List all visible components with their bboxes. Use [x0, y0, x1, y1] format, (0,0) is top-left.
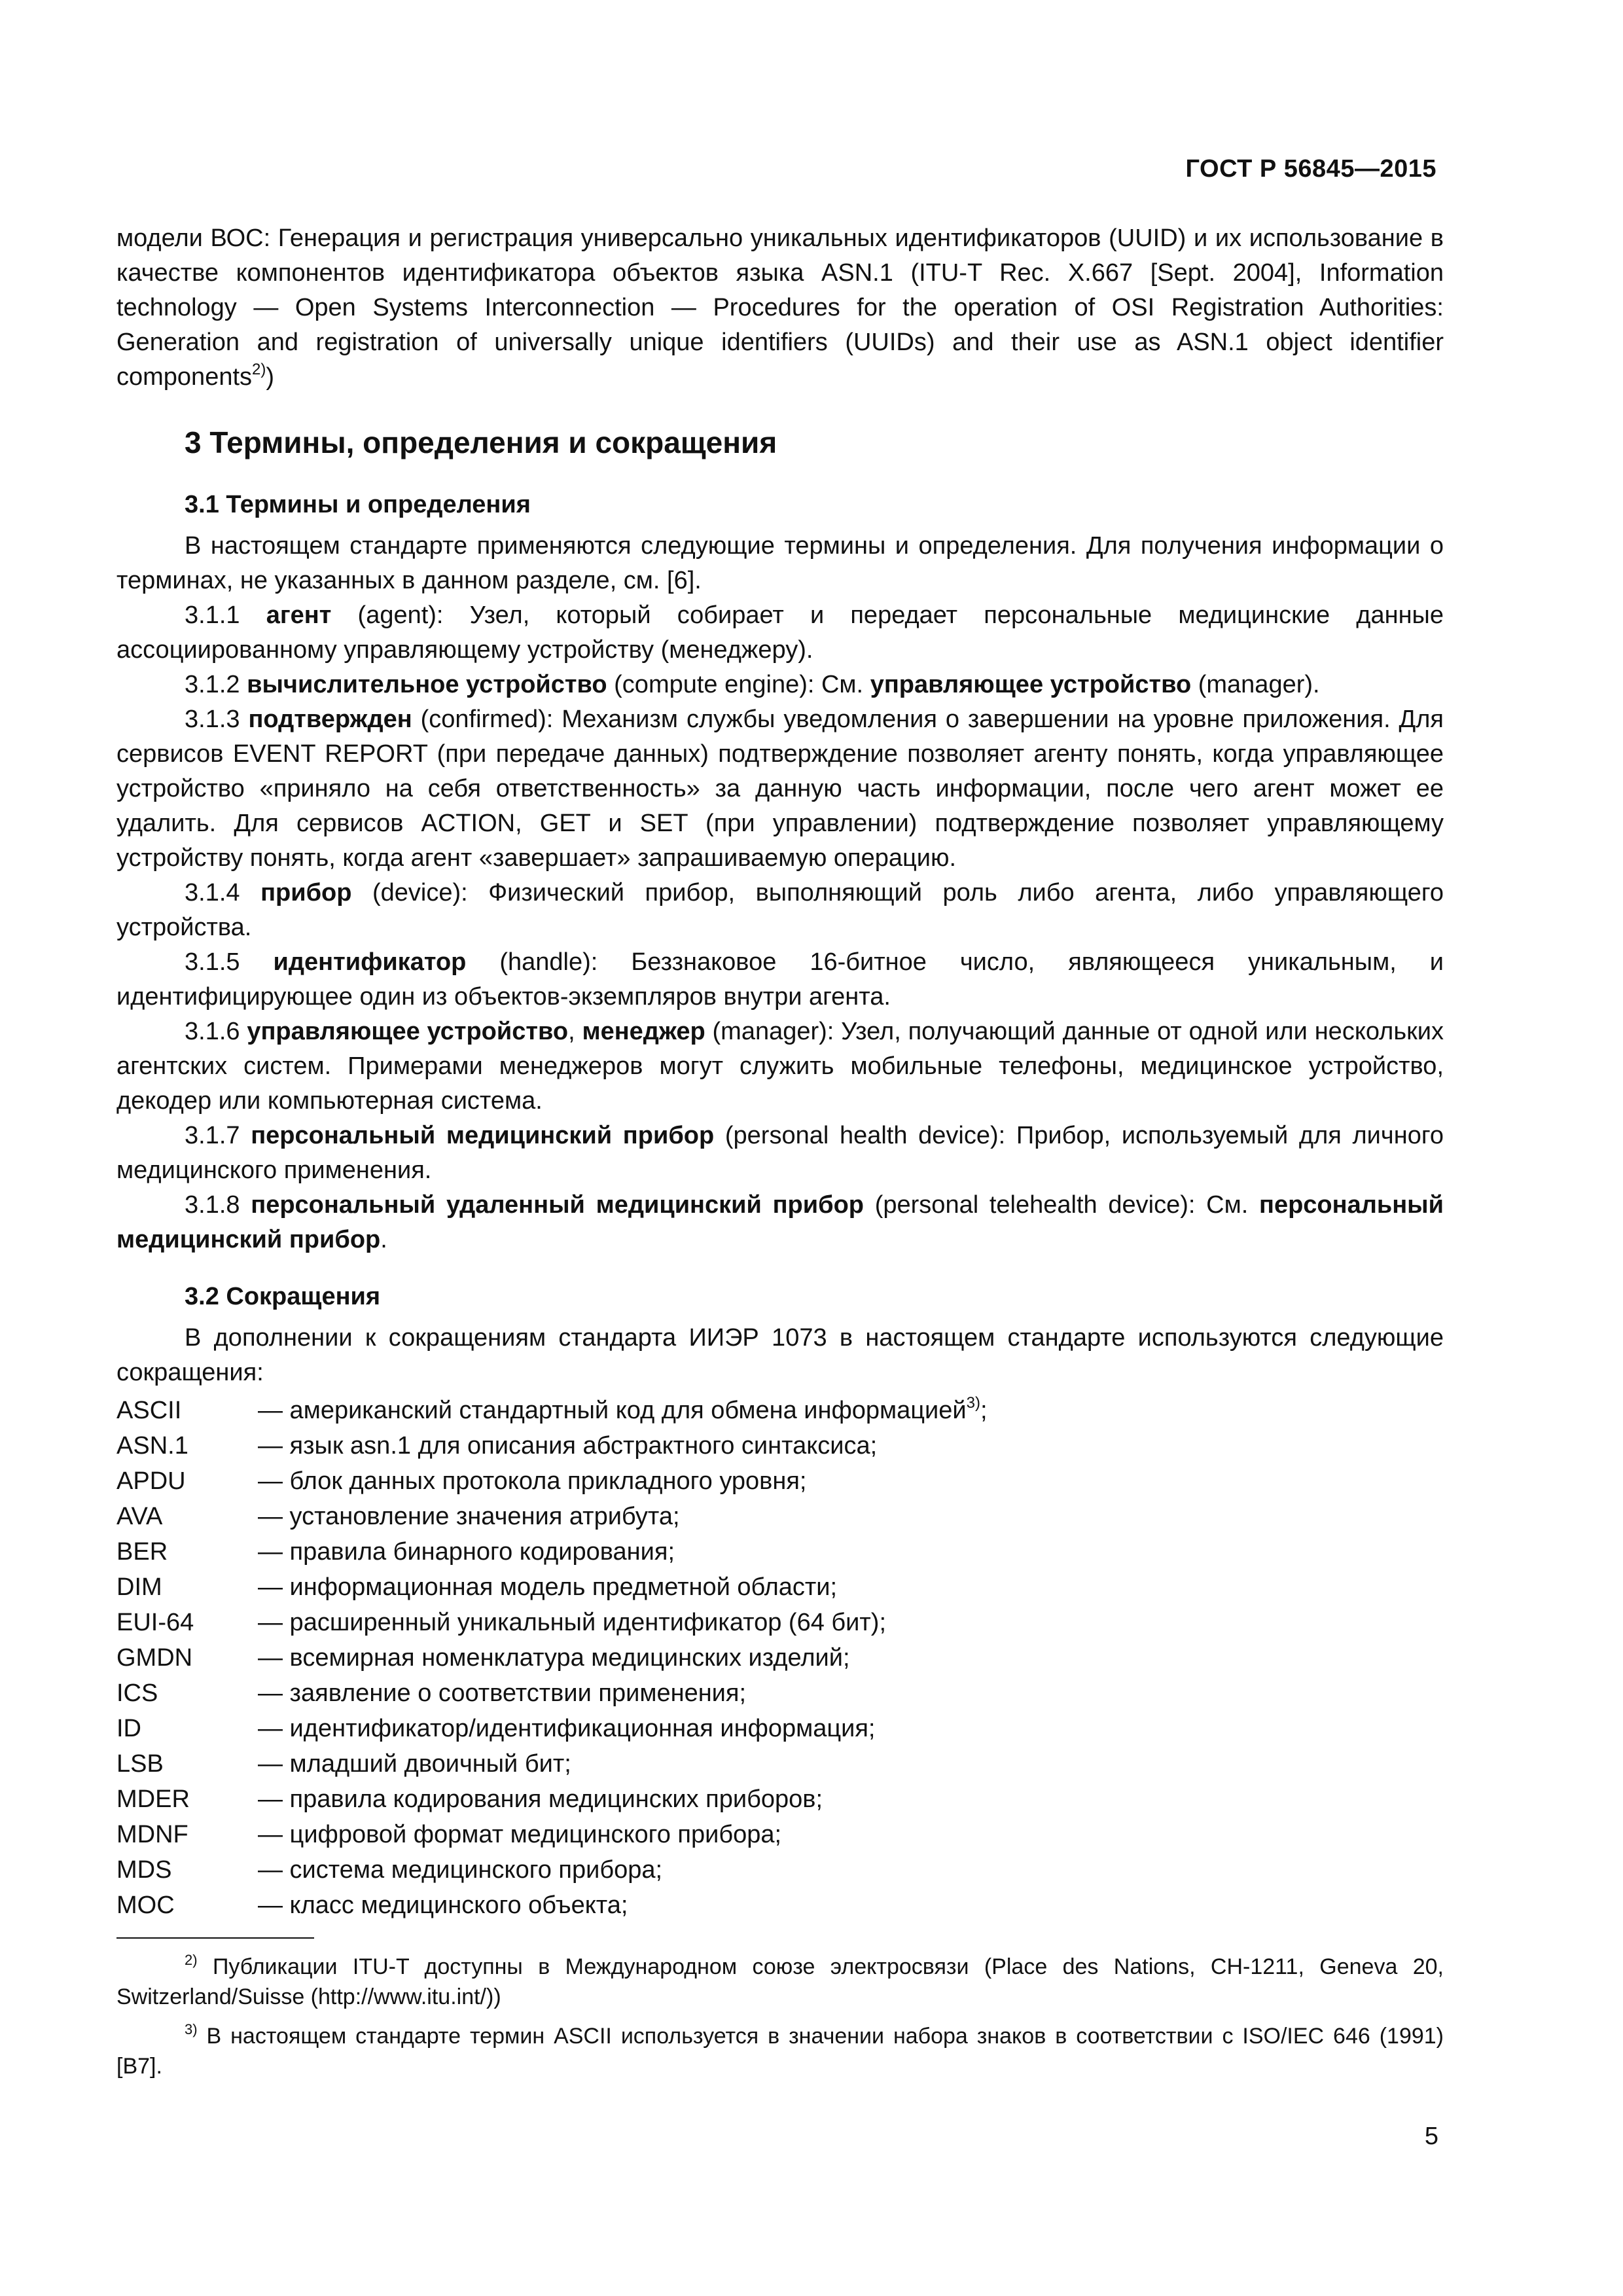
abbreviation-definition [258, 1393, 1444, 1428]
abbreviation-definition: — правила бинарного кодирования; [258, 1538, 675, 1566]
term-number: 3.1.8 [185, 1191, 240, 1219]
abbreviation: APDU [116, 1467, 186, 1495]
term-reference: персональный медицинский прибор [116, 1191, 1444, 1253]
abbreviation-row [116, 1570, 1444, 1605]
term-english: (device): [351, 879, 489, 906]
term-english: (confirmed): [412, 706, 562, 733]
term-separator: , [568, 1018, 582, 1045]
term-english: (personal telehealth device): См. [864, 1191, 1259, 1219]
intro-paragraph [116, 221, 1444, 395]
term-number: 3.1.5 [185, 948, 240, 976]
term-definition: Прибор, используемый для личного медицинского применения. [116, 1122, 1444, 1184]
term-name: управляющее устройство [247, 1018, 569, 1045]
term-3-1-1 [116, 598, 1444, 668]
abbreviation-definition: — цифровой формат медицинского прибора; [258, 1821, 782, 1848]
abbreviation-definition: — младший двоичный бит; [258, 1750, 571, 1778]
abbreviation-definition: — всемирная номенклатура медицинских изделий; [258, 1644, 850, 1672]
abbreviation-row [116, 1499, 1444, 1534]
abbreviation-row [116, 1782, 1444, 1817]
term-definition: Узел, который собирает и передает персональные медицинские данные ассоциированному управляющему устройству (менеджеру). [116, 601, 1444, 664]
term-number: 3.1.6 [185, 1018, 240, 1045]
term-number: 3.1.7 [185, 1122, 240, 1149]
abbreviation-row [116, 1888, 1444, 1923]
abbreviation: MDS [116, 1856, 172, 1884]
abbreviation: MDNF [116, 1821, 188, 1848]
abbreviation-definition: — блок данных протокола прикладного уровня; [258, 1467, 807, 1495]
term-3-1-6 [116, 1014, 1444, 1119]
term-definition: . [380, 1226, 387, 1253]
term-name: идентификатор [273, 948, 467, 976]
term-definition: Узел, получающий данные от одной или нескольких агентских систем. Примерами менеджеров могут служить мобильные телефоны, медицинское устройство, декодер или компьютерная система. [116, 1018, 1444, 1115]
term-english: (compute engine): См. [607, 671, 870, 698]
term-english: (agent): [331, 601, 470, 629]
term-definition: Механизм службы уведомления о завершении на уровне приложения. Для сервисов EVENT REPORT (при передаче данных) подтверждение позволяет агенту понять, когда управляющее устройство «приняло на себя ответственность» за данную часть информации, после чего агент может ее удалить. Для сервисов ACTION, GET и SET (при управлении) подтверждение позволяет управляющему устройству понять, когда агент «завершает» запрашиваемую операцию. [116, 706, 1444, 872]
footnote-text: В настоящем стандарте термин ASCII используется в значении набора знаков в соответствии с ISO/IEC 646 (1991) [B7]. [116, 2024, 1444, 2079]
abbreviation: AVA [116, 1503, 163, 1530]
abbreviation: ID [116, 1715, 141, 1742]
footnote-ref-3[interactable]: 3) [966, 1394, 980, 1412]
term-english: (handle): [466, 948, 632, 976]
abbreviation-definition-text: — американский стандартный код для обмена информацией [258, 1397, 967, 1424]
term-definition: Беззнаковое 16-битное число, являющееся уникальным, и идентифицирующее один из объектов-экземпляров внутри агента. [116, 948, 1444, 1011]
term-name: персональный удаленный медицинский прибор [251, 1191, 865, 1219]
abbreviation-row [116, 1817, 1444, 1852]
abbreviation-row [116, 1605, 1444, 1640]
abbreviation: BER [116, 1538, 168, 1566]
abbreviation: DIM [116, 1573, 162, 1601]
footnote-text: Публикации ITU-T доступны в Международном союзе электросвязи (Place des Nations, CH-1211, Geneva 20, Switzerland/Suisse (http://www.itu.int/)) [116, 1954, 1444, 2009]
term-3-1-7 [116, 1119, 1444, 1188]
section-3-1-intro: В настоящем стандарте применяются следующие термины и определения. Для получения информации о терминах, не указанных в данном разделе, см. [6]. [116, 532, 1444, 594]
footnote-ref-2[interactable]: 2) [252, 361, 266, 378]
term-name: подтвержден [248, 706, 412, 733]
term-reference: управляющее устройство [870, 671, 1192, 698]
term-3-1-3 [116, 702, 1444, 876]
term-name: вычислительное устройство [247, 671, 607, 698]
term-number: 3.1.3 [185, 706, 240, 733]
term-3-1-5 [116, 945, 1444, 1014]
term-name-alt: менеджер [582, 1018, 705, 1045]
abbreviation-row [116, 1852, 1444, 1888]
abbreviation-row [116, 1746, 1444, 1782]
abbreviation-definition: — установление значения атрибута; [258, 1503, 680, 1530]
term-english: (personal health device): [714, 1122, 1016, 1149]
term-name: прибор [260, 879, 352, 906]
abbreviation-row [116, 1676, 1444, 1711]
abbreviation: MDER [116, 1785, 190, 1813]
section-3-1-title: 3.1 Термины и определения [185, 491, 531, 518]
abbreviation-definition: — язык asn.1 для описания абстрактного синтаксиса; [258, 1432, 878, 1460]
footnote-mark: 2) [185, 1952, 198, 1968]
section-3-2-title: 3.2 Сокращения [185, 1283, 381, 1310]
term-number: 3.1.2 [185, 671, 240, 698]
term-3-1-8 [116, 1188, 1444, 1257]
footnote-divider [116, 1937, 314, 1939]
term-3-1-4 [116, 876, 1444, 945]
abbreviation: MOC [116, 1892, 175, 1919]
term-number: 3.1.1 [185, 601, 240, 629]
section-3-title: 3 Термины, определения и сокращения [185, 425, 777, 459]
footnote-mark: 3) [185, 2021, 198, 2037]
abbreviation-row [116, 1640, 1444, 1676]
term-name: агент [266, 601, 332, 629]
abbreviation-definition: — расширенный уникальный идентификатор (64 бит); [258, 1609, 887, 1636]
intro-tail: ) [266, 363, 275, 391]
abbreviation-list [116, 1393, 1444, 1923]
page-number: 5 [1424, 2123, 1438, 2150]
term-definition: (manager). [1191, 671, 1320, 698]
abbreviation-definition: — заявление о соответствии применения; [258, 1679, 747, 1707]
abbreviation: EUI-64 [116, 1609, 194, 1636]
abbreviation-definition: — класс медицинского объекта; [258, 1892, 628, 1919]
abbreviation-definition-tail: ; [980, 1397, 988, 1424]
abbreviation: ICS [116, 1679, 158, 1707]
abbreviation-definition: — система медицинского прибора; [258, 1856, 663, 1884]
intro-text: модели ВОС: Генерация и регистрация универсально уникальных идентификаторов (UUID) и их использование в качестве компонентов идентификатора объектов языка ASN.1 (ITU-T Rec. X.667 [Sept. 2004], Information technology — Open Systems Interconnection — Procedures for the operation of OSI Registration Authorities: Generation and registration of universally unique identifiers (UUIDs) and their use as ASN.1 object identifier components [116, 224, 1444, 391]
section-3-2-intro: В дополнении к сокращениям стандарта ИИЭР 1073 в настоящем стандарте используются следующие сокращения: [116, 1324, 1444, 1386]
abbreviation: LSB [116, 1750, 164, 1778]
document-header: ГОСТ Р 56845—2015 [1185, 155, 1436, 183]
abbreviation-row [116, 1428, 1444, 1463]
abbreviation-row [116, 1463, 1444, 1499]
footnote-2 [116, 1952, 1444, 2012]
abbreviation-row [116, 1534, 1444, 1570]
abbreviation-definition: — правила кодирования медицинских приборов; [258, 1785, 823, 1813]
abbreviation: ASN.1 [116, 1432, 188, 1460]
abbreviation: ASCII [116, 1397, 182, 1424]
term-definition: Физический прибор, выполняющий роль либо агента, либо управляющего устройства. [116, 879, 1444, 941]
term-number: 3.1.4 [185, 879, 240, 906]
footnote-3 [116, 2021, 1444, 2081]
abbreviation: GMDN [116, 1644, 193, 1672]
page-content [116, 221, 1444, 2090]
term-english: (manager): [705, 1018, 842, 1045]
term-3-1-2 [116, 668, 1444, 702]
abbreviation-row [116, 1711, 1444, 1746]
abbreviation-row [116, 1393, 1444, 1428]
term-name: персональный медицинский прибор [251, 1122, 715, 1149]
abbreviation-definition: — идентификатор/идентификационная информация; [258, 1715, 876, 1742]
abbreviation-definition: — информационная модель предметной области; [258, 1573, 838, 1601]
